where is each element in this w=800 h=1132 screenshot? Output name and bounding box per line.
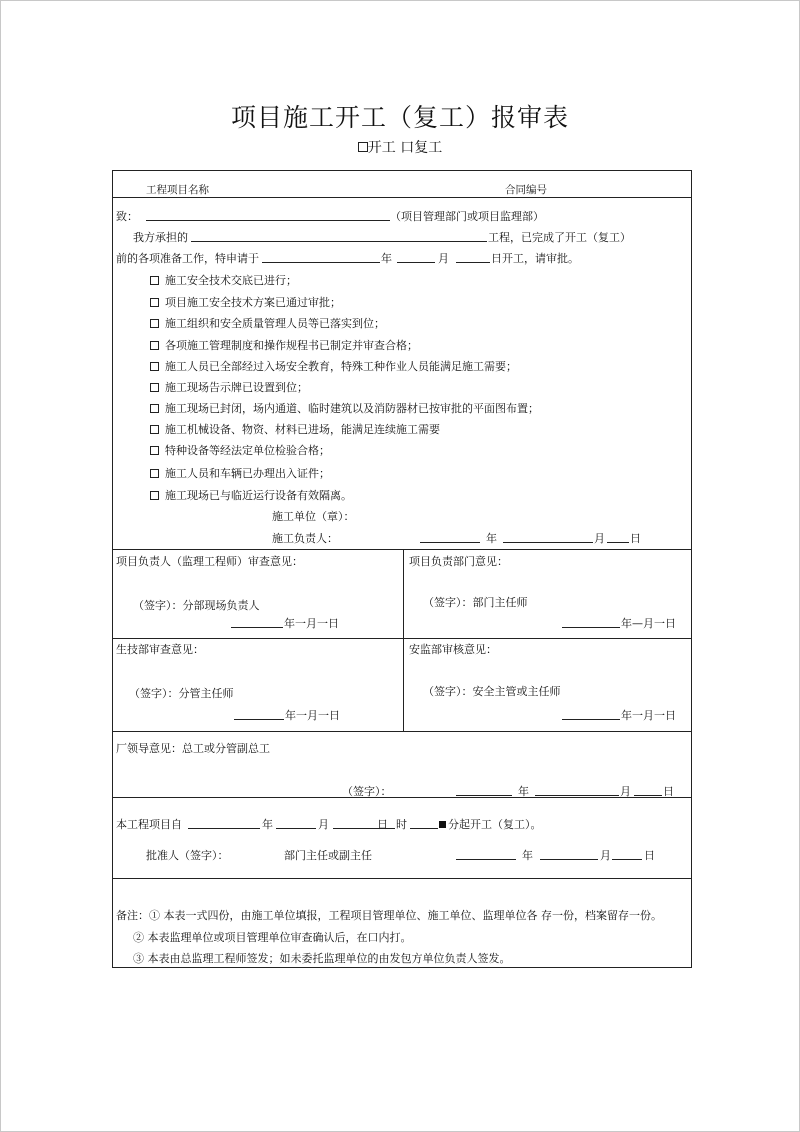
sign-month-field[interactable] [503,542,593,543]
checklist-item: 施工现场已封闭，场内通道、临时建筑以及消防器材已按审批的平面图布置； [150,400,539,416]
checklist-item: 施工机械设备、物资、材料已进场，能满足连续施工需要 [150,421,440,437]
checklist-item: 施工现场告示牌已设置到位； [150,379,308,395]
dept-review-label: 项目负责部门意见： [409,555,508,568]
approval-month-field[interactable] [276,828,316,829]
start-day-field[interactable] [456,262,490,263]
checkbox[interactable] [150,319,159,328]
pm-sign: （签字）：分部现场负责人 [133,599,260,612]
leader-day-field[interactable] [634,795,662,796]
approval-hour-field[interactable] [369,828,395,829]
checkbox[interactable] [150,404,159,413]
safety-date: 年一月一日 [621,709,676,722]
leader-year-text: 年 [518,785,529,798]
leader-day-text: 日 [663,785,674,798]
rule [112,170,692,171]
start-year-field[interactable] [262,262,380,263]
approval-month-text: 月 [318,818,329,831]
approval-suffix: 分起开工（复工）。 [439,816,542,832]
checkbox[interactable] [150,425,159,434]
approver-label: 批准人（签字）： [146,849,229,862]
prod-date-field[interactable] [234,719,284,720]
checklist-item: 各项施工管理制度和操作规程书已制定并审查合格； [150,337,418,353]
approver-role: 部门主任或副主任 [284,849,372,862]
pm-date-field[interactable] [231,627,283,628]
note-2: ② 本表监理单位或项目管理单位审查确认后，在口内打。 [133,931,412,944]
approver-month-field[interactable] [540,859,598,860]
safety-review-label: 安监部审核意见： [409,643,497,656]
rule [403,549,404,731]
approval-hour-text: 时 [396,818,407,831]
sign-day-text: 日 [630,532,641,545]
approver-year-text: 年 [522,849,533,862]
to-suffix: （项目管理部门或项目监理部） [390,210,544,223]
approver-month-text: 月 [600,849,611,862]
to-field[interactable] [146,220,390,221]
note-1: 备注：① 本表一式四份，由施工单位填报，工程项目管理单位、施工单位、监理单位各 存一份，档案留存一份。 [116,909,662,922]
note-3: ③ 本表由总监理工程师签发；如未委托监理单位的由发包方单位负责人签发。 [133,952,511,965]
sign-day-field[interactable] [607,542,629,543]
rule [112,731,692,732]
checkbox[interactable] [150,276,159,285]
approval-year-text: 年 [262,818,273,831]
sign-year-text: 年 [486,532,497,545]
pm-date: 年一月一日 [284,617,339,630]
approval-day-text: 日 [377,818,388,831]
undertake-label: 我方承担的 [133,231,188,244]
day-text: 日开工，请审批。 [491,252,579,265]
checkbox[interactable] [150,298,159,307]
undertake-suffix: 工程，已完成了开工（复工） [488,231,631,244]
year-text: 年 [381,252,392,265]
contractor-person-label: 施工负责人： [272,532,338,545]
start-resume-options [0,137,800,157]
rule [112,878,692,879]
rule [112,797,692,798]
checklist-item: 施工组织和安全质量管理人员等已落实到位； [150,315,385,331]
checkbox[interactable] [150,362,159,371]
checklist-item: 特种设备等经法定单位检验合格； [150,442,330,458]
checklist-item: 施工人员已全部经过入场安全教育，特殊工种作业人员能满足施工需要； [150,358,517,374]
sign-year-field[interactable] [420,542,480,543]
rule [112,170,113,968]
start-checkbox[interactable] [358,142,368,152]
rule [691,170,692,968]
leader-year-field[interactable] [456,795,512,796]
dept-date-field[interactable] [562,627,620,628]
leader-sign: （签字）： [342,785,392,798]
rule [112,967,692,968]
checklist-item: 施工安全技术交底已进行； [150,272,297,288]
pm-review-label: 项目负责人（监理工程师）审查意见： [116,555,303,568]
approval-day-field[interactable] [333,828,373,829]
safety-sign: （签字）：安全主管或主任师 [423,685,561,698]
prod-review-label: 生技部审查意见： [116,643,204,656]
project-name-label: 工程项目名称 [146,184,209,196]
rule [112,638,692,639]
checkbox[interactable] [150,469,159,478]
dept-sign: （签字）：部门主任师 [423,596,528,609]
prod-date: 年一月一日 [285,709,340,722]
contractor-unit-label: 施工单位（章）： [272,510,355,523]
leader-review-label: 厂领导意见：总工或分管副总工 [116,742,270,755]
rule [112,549,692,550]
start-resume-label: 开工 口复工 [367,140,443,156]
sign-month-text: 月 [594,532,605,545]
approver-day-text: 日 [644,849,655,862]
rule [112,197,692,198]
to-label: 致： [116,210,138,223]
approver-year-field[interactable] [456,859,516,860]
checkbox[interactable] [150,446,159,455]
month-text: 月 [438,252,449,265]
leader-month-text: 月 [620,785,631,798]
checklist-item: 项目施工安全技术方案已通过审批； [150,294,341,310]
project-field[interactable] [191,241,487,242]
dept-date: 年—月一日 [621,617,676,630]
checklist-item: 施工现场已与临近运行设备有效隔离。 [150,487,352,503]
start-month-field[interactable] [397,262,435,263]
approver-day-field[interactable] [612,859,642,860]
prod-sign: （签字）：分管主任师 [129,687,234,700]
approval-prefix: 本工程项目自 [116,818,182,831]
leader-month-field[interactable] [535,795,619,796]
prep-text: 前的各项准备工作，特申请于 [116,252,259,265]
contract-no-label: 合同编号 [505,184,547,196]
approval-year-field[interactable] [188,828,260,829]
checklist-item: 施工人员和车辆已办理出入证件； [150,465,330,481]
filled-square-icon [439,821,446,828]
safety-date-field[interactable] [562,719,620,720]
page-title: 项目施工开工（复工）报审表 [230,103,569,132]
checkbox[interactable] [150,491,159,500]
checkbox[interactable] [150,383,159,392]
approval-minute-field[interactable] [410,828,438,829]
checkbox[interactable] [150,341,159,350]
